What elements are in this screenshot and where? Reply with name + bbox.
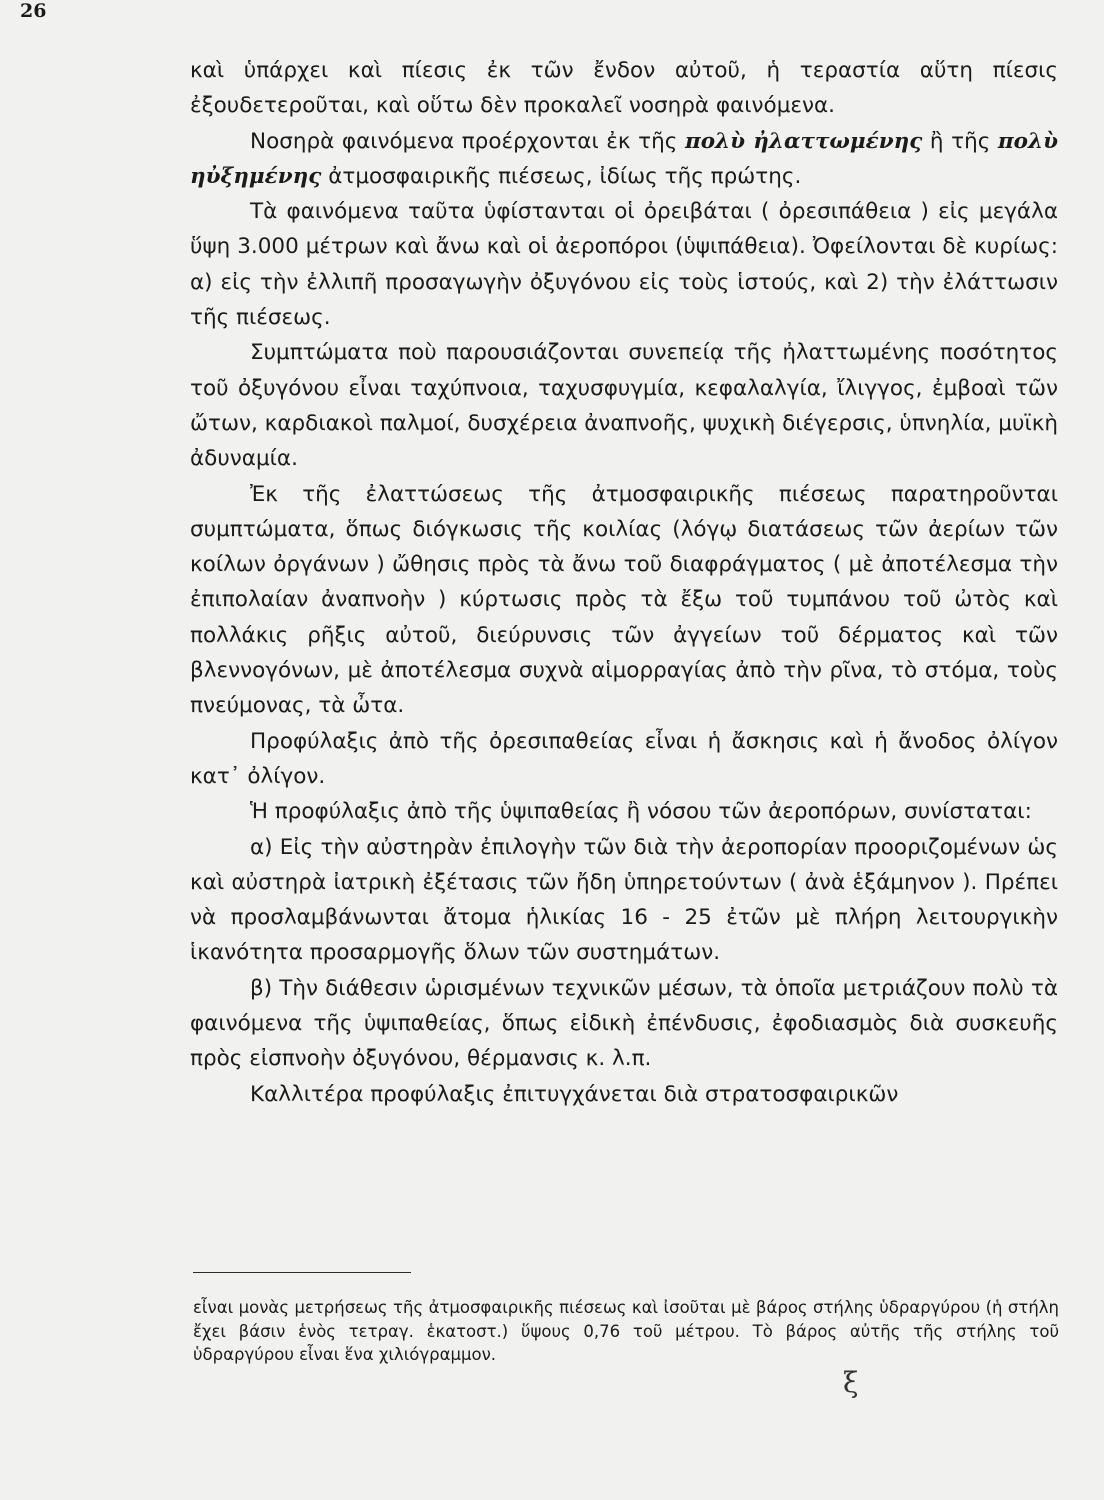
emphasized-text: πολὺ ἠλαττωμένης [684,128,923,154]
paragraph: Καλλιτέρα προφύλαξις ἐπιτυγχάνεται διὰ στρατοσφαιρικῶν [250,1081,899,1107]
signature-mark: ξ [843,1366,859,1399]
footnote: εἶναι μονὰς μετρήσεως τῆς ἀτμοσφαιρικῆς πιέσεως καὶ ἰσοῦται μὲ βάρος στήλης ὑδραργύρου (ἡ στήλη ἔχει βάσιν ἑνὸς τετραγ. ἑκατοστ.) ὕψους 0,76 τοῦ μέτρου. Τὸ βάρος αὐτῆς τῆς στήλης τοῦ ὑδραργύρου εἶναι ἕνα χιλιόγραμμον. [193,1298,1059,1364]
text-run: ἀτμοσφαιρικῆς πιέσεως, ἰδίως τῆς πρώτης. [321,163,802,189]
paragraph: Προφύλαξις ἀπὸ τῆς ὀρεσιπαθείας εἶναι ἡ ἄσκησις καὶ ἡ ἄνοδος ὀλίγον κατ᾽ ὀλίγον. [190,728,1058,789]
paragraph: Συμπτώματα ποὺ παρουσιάζονται συνεπείᾳ τῆς ἠλαττωμένης ποσότητος τοῦ ὀξυγόνου εἶναι ταχύπνοια, ταχυσφυγμία, κεφαλαλγία, ἴλιγγος, ἐμβοαὶ τῶν ὤτων, καρδιακοὶ παλμοί, δυσχέρεια ἀναπνοῆς, ψυχικὴ διέγερσις, ὑπνηλία, μυϊκὴ ἀδυναμία. [190,340,1058,472]
emphasized-text: πολὺ ηὐξημένης [190,128,1058,189]
paragraph: Ἐκ τῆς ἐλαττώσεως τῆς ἀτμοσφαιρικῆς πιέσεως παρατηροῦνται συμπτώματα, ὅπως διόγκωσις τῆς κοιλίας (λόγῳ διατάσεως τῶν ἀερίων τῶν κοίλων ὀργάνων ) ὤθησις πρὸς τὰ ἄνω τοῦ διαφράγματος ( μὲ ἀποτέλεσμα τὴν ἐπιπολαίαν ἀναπνοὴν ) κύρτωσις πρὸς τὰ ἔξω τοῦ τυμπάνου τοῦ ὠτὸς καὶ πολλάκις ρῆξις αὐτοῦ, διεύρυνσις τῶν ἀγγείων τοῦ δέρματος καὶ τῶν βλεννογόνων, μὲ ἀποτέλεσμα συχνὰ αἱμορραγίας ἀπὸ τὴν ρῖνα, τὸ στόμα, τοὺς πνεύμονας, τὰ ὦτα. [190,481,1058,719]
text-run: ἢ τῆς [922,128,998,154]
paragraph: καὶ ὑπάρχει καὶ πίεσις ἐκ τῶν ἔνδον αὐτοῦ, ἡ τεραστία αὕτη πίεσις ἐξουδετεροῦται, καὶ οὕτω δὲν προκαλεῖ νοσηρὰ φαινόμενα. [190,58,1058,119]
body-text [190,53,1058,1112]
paragraph: β) Τὴν διάθεσιν ὡρισμένων τεχνικῶν μέσων, τὰ ὁποῖα μετριάζουν πολὺ τὰ φαινόμενα τῆς ὑψιπαθείας, ὅπως εἰδικὴ ἐπένδυσις, ἐφοδιασμὸς διὰ συσκευῆς πρὸς εἰσπνοὴν ὀξυγόνου, θέρμανσις κ. λ.π. [190,975,1058,1072]
footnote-divider [193,1272,411,1273]
text-run: Νοσηρὰ φαινόμενα προέρχονται ἐκ τῆς [250,128,685,154]
paragraph: α) Εἰς τὴν αὐστηρὰν ἐπιλογὴν τῶν διὰ τὴν ἀεροπορίαν προοριζομένων ὡς καὶ αὐστηρὰ ἰατρικὴ ἐξέτασις τῶν ἤδη ὑπηρετούντων ( ἀνὰ ἑξάμηνον ). Πρέπει νὰ προσλαμβάνωνται ἄτομα ἡλικίας 16 - 25 ἐτῶν μὲ πλήρη λειτουργικὴν ἱκανότητα προσαρμογῆς ὅλων τῶν συστημάτων. [190,834,1058,966]
paragraph: Τὰ φαινόμενα ταῦτα ὑφίστανται οἱ ὀρειβάται ( ὀρεσιπάθεια ) εἰς μεγάλα ὕψη 3.000 μέτρων καὶ ἄνω καὶ οἱ ἀεροπόροι (ὑψιπάθεια). Ὀφείλονται δὲ κυρίως: α) εἰς τὴν ἐλλιπῆ προσαγωγὴν ὀξυγόνου εἰς τοὺς ἱστούς, καὶ 2) τὴν ἐλάττωσιν τῆς πιέσεως. [190,199,1058,331]
page-number: 26 [20,0,47,22]
paragraph: Ἡ προφύλαξις ἀπὸ τῆς ὑψιπαθείας ἢ νόσου τῶν ἀεροπόρων, συνίσταται: [250,799,1032,825]
paragraph [190,124,1058,195]
